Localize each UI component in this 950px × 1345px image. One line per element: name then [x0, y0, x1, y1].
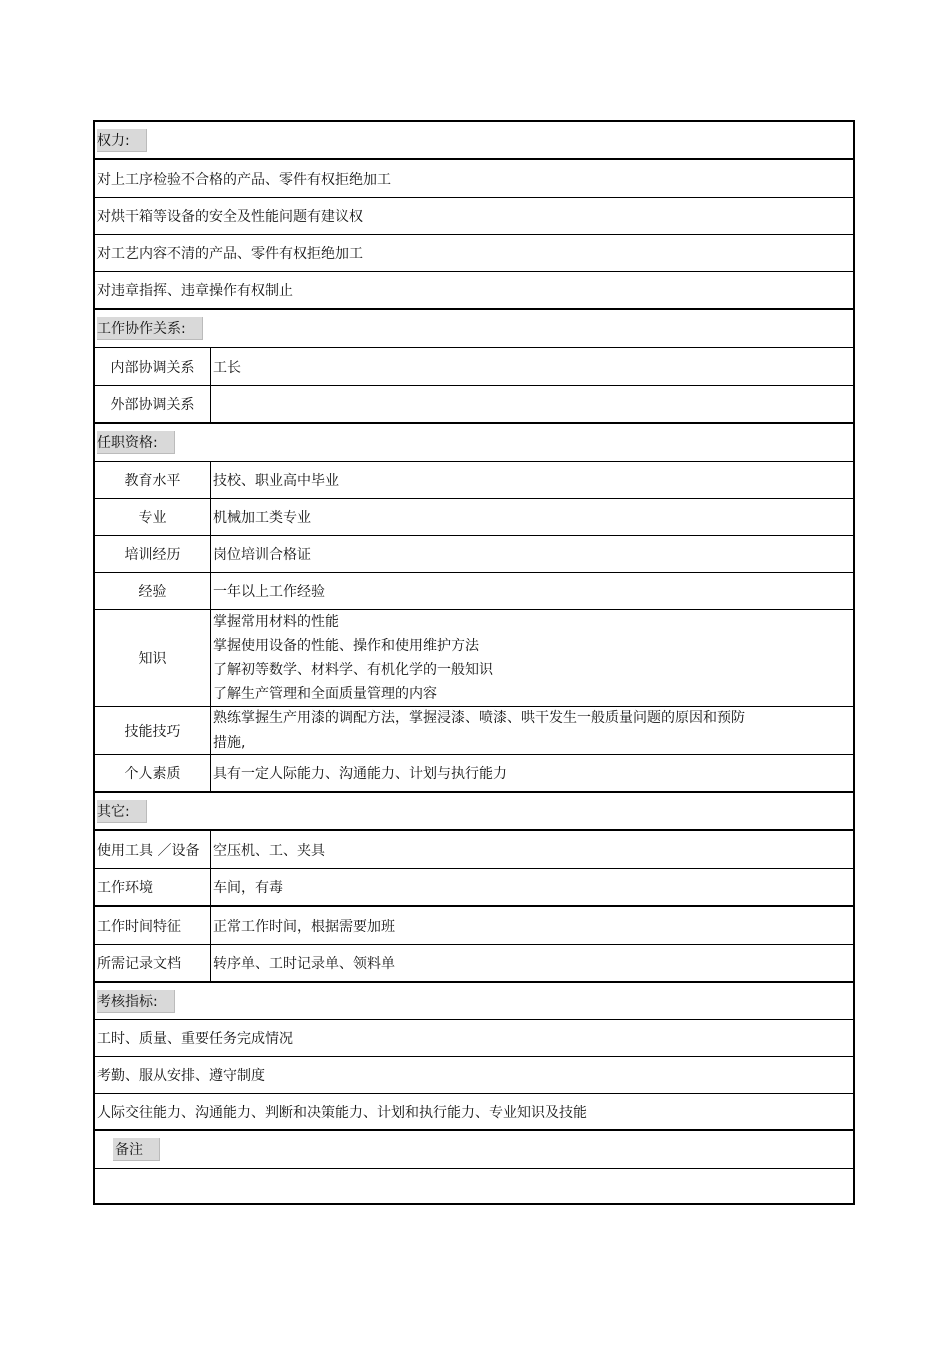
major-label: 专业: [95, 499, 211, 535]
cooperation-row: [95, 348, 853, 386]
work-time-value: 正常工作时间，根据需要加班: [213, 918, 395, 935]
power-item: 对工艺内容不清的产品、零件有权拒绝加工: [97, 246, 363, 262]
qualification-row: [95, 755, 853, 793]
personal-label: 个人素质: [95, 755, 211, 791]
qualification-row: [95, 707, 853, 755]
power-row: [95, 272, 853, 310]
qualification-row: [95, 536, 853, 573]
cooperation-title: 工作协作关系:: [97, 317, 203, 340]
qualifications-title: 任职资格:: [97, 431, 175, 454]
major-value: 机械加工类专业: [213, 510, 311, 526]
internal-coordination-value: 工长: [213, 359, 241, 376]
assessment-row: [95, 1057, 853, 1094]
personal-value: 具有一定人际能力、沟通能力、计划与执行能力: [213, 766, 507, 782]
education-label: 教育水平: [95, 462, 211, 498]
assessment-title: 考核指标:: [97, 990, 175, 1013]
other-row: [95, 907, 853, 945]
experience-label: 经验: [95, 573, 211, 609]
records-label: 所需记录文档: [95, 945, 211, 981]
tools-value: 空压机、工、夹具: [213, 842, 325, 859]
knowledge-line: 掌握常用材料的性能: [213, 614, 339, 630]
knowledge-line: 掌握使用设备的性能、操作和使用维护方法: [213, 638, 479, 654]
training-label: 培训经历: [95, 536, 211, 572]
notes-title: 备注: [113, 1138, 160, 1161]
work-time-label: 工作时间特征: [95, 907, 211, 944]
experience-value: 一年以上工作经验: [213, 584, 325, 600]
power-row: [95, 198, 853, 235]
knowledge-value: [211, 610, 853, 706]
other-row: [95, 869, 853, 907]
knowledge-line: 了解生产管理和全面质量管理的内容: [213, 686, 437, 702]
notes-value: [97, 1169, 851, 1205]
other-title: 其它:: [97, 800, 147, 823]
power-item: 对违章指挥、违章操作有权制止: [97, 283, 293, 299]
other-row: [95, 831, 853, 869]
knowledge-line: 了解初等数学、材料学、有机化学的一般知识: [213, 662, 493, 678]
skills-line: 熟练掌握生产用漆的调配方法，掌握浸漆、喷漆、哄干发生一般质量问题的原因和预防: [213, 709, 745, 726]
internal-coordination-label: 内部协调关系: [95, 348, 211, 385]
records-value: 转序单、工时记录单、领料单: [213, 956, 395, 972]
notes-row: [95, 1169, 853, 1205]
assessment-row: [95, 1094, 853, 1131]
environment-value: 车间，有毒: [213, 880, 283, 896]
skills-line: 措施,: [213, 734, 246, 751]
job-description-table: [93, 120, 855, 1205]
assessment-item: 工时、质量、重要任务完成情况: [97, 1031, 293, 1047]
assessment-item: 人际交往能力、沟通能力、判断和决策能力、计划和执行能力、专业知识及技能: [97, 1104, 587, 1121]
assessment-header-row: [95, 983, 853, 1020]
training-value: 岗位培训合格证: [213, 547, 311, 563]
assessment-row: [95, 1020, 853, 1057]
qualification-row: [95, 573, 853, 610]
power-item: 对上工序检验不合格的产品、零件有权拒绝加工: [97, 171, 391, 188]
skills-value: [211, 707, 853, 754]
qualification-row: [95, 610, 853, 707]
assessment-item: 考勤、服从安排、遵守制度: [97, 1068, 265, 1084]
knowledge-label: 知识: [95, 610, 211, 706]
environment-label: 工作环境: [95, 869, 211, 905]
education-value: 技校、职业高中毕业: [213, 473, 339, 489]
cooperation-header-row: [95, 310, 853, 348]
notes-header-row: [95, 1131, 853, 1169]
power-item: 对烘干箱等设备的安全及性能问题有建议权: [97, 209, 363, 225]
tools-label: 使用工具 ／设备: [95, 831, 211, 868]
external-coordination-value: [211, 386, 853, 422]
cooperation-row: [95, 386, 853, 424]
skills-label: 技能技巧: [95, 707, 211, 754]
other-row: [95, 945, 853, 983]
qualifications-header-row: [95, 424, 853, 462]
power-header-row: [95, 122, 853, 160]
external-coordination-label: 外部协调关系: [95, 386, 211, 422]
qualification-row: [95, 462, 853, 499]
qualification-row: [95, 499, 853, 536]
power-row: [95, 235, 853, 272]
other-header-row: [95, 793, 853, 831]
power-row: [95, 160, 853, 198]
power-title: 权力:: [97, 129, 147, 152]
